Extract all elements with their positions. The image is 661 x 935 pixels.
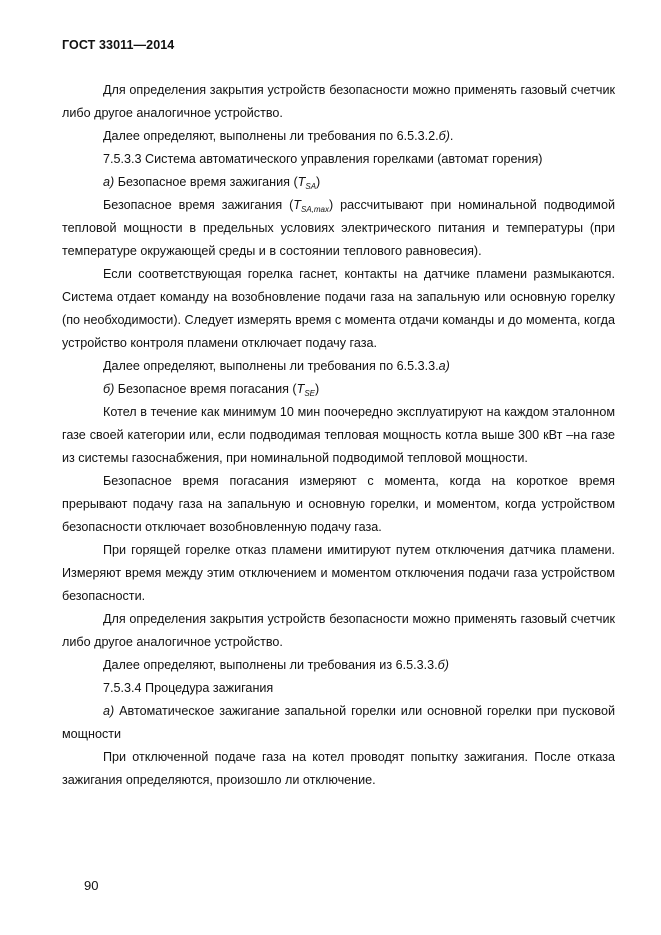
- paragraph-text: Для определения закрытия устройств безопасности можно применять газовый счетчик либо другое аналогичное устройство.: [62, 612, 615, 649]
- paragraph-text: Безопасное время погасания измеряют с момента, когда на короткое время прерывают подачу газа на запальную и основную горелки, и моментом, когда устройством безопасности отключает возобновленную подачу газа.: [62, 474, 615, 534]
- paragraph-text: Если соответствующая горелка гаснет, контакты на датчике пламени размыкаются. Система отдает команду на возобновление подачи газа на запальную или основную горелку (по необходимости). Следует измерять время с момента отдачи команды и до момента, когда устройство контроля пламени отключает подачу газа.: [62, 267, 615, 350]
- clause-ref: б): [437, 658, 449, 672]
- paragraph-text: Для определения закрытия устройств безопасности можно применять газовый счетчик либо другое аналогичное устройство.: [62, 83, 615, 120]
- symbol: T: [297, 175, 306, 189]
- item-label: б): [103, 382, 115, 396]
- subsection-heading: а) Автоматическое зажигание запальной горелки или основной горелки при пусковой мощности: [62, 704, 616, 741]
- paragraph-text: При отключенной подаче газа на котел проводят попытку зажигания. После отказа зажигания определяются, произошло ли отключение.: [62, 750, 615, 787]
- paragraph: [62, 263, 615, 355]
- subsection-heading: б) Безопасное время погасания $(T_{SE})$: [103, 382, 320, 398]
- heading-text: 7.5.3.3 Система автоматического управления горелками (автомат горения): [103, 152, 543, 166]
- paragraph: Безопасное время зажигания $(T_{SA,max})$ рассчитывают при номинальной подводимой тепловой мощности в предельных условиях электрического питания и температуры (при температуре окружающей среды и в состоянии теплового равновесия).: [62, 198, 615, 258]
- paragraph: [62, 79, 615, 125]
- subsection-heading: а) Безопасное время зажигания $(T_{SA})$: [103, 175, 321, 191]
- paragraph: [62, 539, 615, 608]
- paragraph: [62, 401, 615, 470]
- clause-ref: а): [438, 359, 450, 373]
- heading-text: 7.5.3.4 Процедура зажигания: [103, 681, 274, 695]
- paragraph: [62, 746, 615, 792]
- paragraph-text: Котел в течение как минимум 10 мин поочередно эксплуатируют на каждом эталонном газе своей категории или, если подводимая тепловая мощность котла выше 300 кВт –на газе из системы газоснабжения, при номинальной подводимой тепловой мощности.: [62, 405, 615, 465]
- paragraph-text: Далее определяют, выполнены ли требования по 6.5.3.2.: [103, 129, 439, 143]
- paragraph: [62, 470, 615, 539]
- section-heading: [62, 677, 615, 700]
- section-heading: [62, 148, 615, 171]
- document-body: [62, 79, 615, 792]
- document-header: ГОСТ 33011—2014: [62, 38, 175, 52]
- symbol: T: [296, 382, 305, 396]
- paragraph: Далее определяют, выполнены ли требования по 6.5.3.2.б).: [103, 129, 454, 143]
- item-label: а): [103, 704, 115, 718]
- paragraph-text: При горящей горелке отказ пламени имитируют путем отключения датчика пламени. Измеряют время между этим отключением и моментом отключения подачи газа устройством безопасности.: [62, 543, 615, 603]
- paragraph: [62, 608, 615, 654]
- paragraph: Далее определяют, выполнены ли требования из 6.5.3.3.б): [103, 658, 449, 672]
- symbol: T: [293, 198, 301, 212]
- page-number: 90: [84, 878, 99, 893]
- item-label: а): [103, 175, 115, 189]
- clause-ref: б): [438, 129, 450, 143]
- paragraph: Далее определяют, выполнены ли требования по 6.5.3.3.а): [103, 359, 450, 373]
